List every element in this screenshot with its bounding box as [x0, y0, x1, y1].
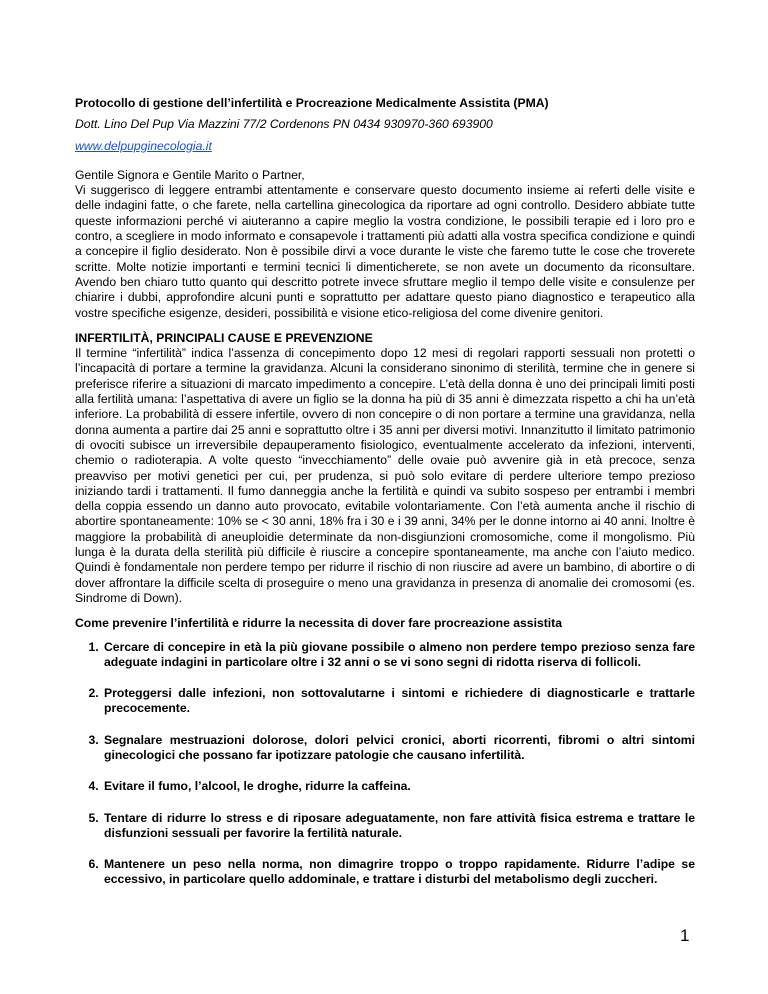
prevention-heading: Come prevenire l’infertilità e ridurre la necessita di dover fare procreazione assistita — [75, 616, 563, 631]
website-link[interactable]: www.delpupginecologia.it — [75, 138, 212, 153]
author-line: Dott. Lino Del Pup Via Mazzini 77/2 Cordenons PN 0434 930970-360 693900 — [75, 117, 493, 132]
section-body: Il termine “infertilità” indica l’assenza di concepimento dopo 12 mesi di regolari rapporti sessuali non protetti o l’incapacità di portare a termine la gravidanza. Alcuni la considerano sinonimo di sterilità, termine che in genere si preferisce riferire a situazioni di marcato impedimento a concepire. L’età della donna è uno dei principali limiti posti alla fertilità umana: l’aspettativa di avere un figlio se la donna ha più di 35 anni è dimezzata rispetto a chi ha un’età inferiore. La probabilità di essere infertile, ovvero di non concepire o di non portare a termine una gravidanza, nella donna aumenta a partire dai 25 anni e soprattutto oltre i 35 anni per diversi motivi. Innanzitutto il limitato patrimonio di ovociti subisce un irreversibile depauperamento fisiologico, eventualmente accelerato da infezioni, interventi, chemio o radioterapia. A volte questo “invecchiamento” delle ovaie può avvenire già in età precoce, senza preavviso per motivi genetici per cui, per prudenza, si può solo evitare di perdere ulteriore tempo prezioso iniziando tardi i trattamenti. Il fumo danneggia anche la fertilità e quindi va subito sospeso per entrambi i membri della coppia essendo un danno auto provocato, evitabile volontariamente. Con l’età aumenta anche il rischio di abortire spontaneamente: 10% se < 30 anni, 18% fra i 30 e i 39 anni, 34% per le donne intorno ai 40 anni. Inoltre è maggiore la probabilità di aneuploidie determinate da non-disgiunzioni cromosomiche, come il mongolismo. Più lunga è la durata della sterilità più difficile è riuscire a concepire spontaneamente, ma anche con l’aiuto medico. Quindi è fondamentale non perdere tempo per ridurre il rischio di non riuscire ad avere un bambino, di abortire o di dover affrontare la difficile scelta di proseguire o meno una gravidanza in presenza di anomalie dei cromosomi (es. Sindrome di Down). — [75, 346, 695, 605]
list-item: 3. Segnalare mestruazioni dolorose, dolori pelvici cronici, aborti ricorrenti, fibromi o altri sintomi ginecologici che possano far ipotizzare patologie che causano infertilità. — [102, 733, 695, 764]
list-item: 1. Cercare di concepire in età la più giovane possibile o almeno non perdere tempo prezioso senza fare adeguate indagini in particolare oltre i 32 anni o se vi sono segni di ridotta riserva di follicoli. — [102, 640, 695, 671]
prevention-list — [75, 640, 695, 888]
list-item: 5. Tentare di ridurre lo stress e di riposare adeguatamente, non fare attività fisica estrema e trattare le disfunzioni sessuali per favorire la fertilità naturale. — [102, 811, 695, 842]
section-heading: INFERTILITÀ, PRINCIPALI CAUSE E PREVENZIONE — [75, 330, 373, 345]
list-item: 6. Mantenere un peso nella norma, non dimagrire troppo o troppo rapidamente. Ridurre l’adipe se eccessivo, in particolare quello addominale, e trattare i disturbi del metabolismo degli zuccheri. — [102, 857, 695, 888]
list-item: 4. Evitare il fumo, l’alcool, le droghe, ridurre la caffeina. — [102, 779, 695, 794]
list-item: 2. Proteggersi dalle infezioni, non sottovalutarne i sintomi e richiedere di diagnosticarle e trattarle precocemente. — [102, 686, 695, 717]
document-title: Protocollo di gestione dell’infertilità e Procreazione Medicalmente Assistita (PMA) — [75, 96, 549, 110]
greeting: Gentile Signora e Gentile Marito o Partner, — [75, 167, 305, 182]
intro-paragraph: Vi suggerisco di leggere entrambi attentamente e conservare questo documento insieme ai referti delle visite e delle indagini fatte, o che farete, nella cartellina ginecologica da riportare ad ogni controllo. Desidero abbiate tutte queste informazioni perché vi aiuteranno a capire meglio la vostra condizione, le possibili terapie ed i loro pro e contro, a scegliere in modo informato e consapevole i trattamenti più adatti alla vostra specifica condizione e quindi a concepire il figlio desiderato. Non è possibile dirvi a voce durante le viste che faremo tutte le cose che troverete scritte. Molte notizie importanti e termini tecnici li dimenticherete, se non avete un documento da riconsultare. Avendo ben chiaro tutto quanto qui descritto potrete invece sfruttare meglio il tempo delle visite e consulenze per chiarire i dubbi, approfondire alcuni punti e soprattutto per adattare questo piano diagnostico e terapeutico alla vostre specifiche esigenze, desideri, possibilità e visione etico-religiosa del come divenire genitori. — [75, 183, 695, 320]
document-page — [75, 96, 695, 904]
page-number: 1 — [680, 926, 690, 945]
